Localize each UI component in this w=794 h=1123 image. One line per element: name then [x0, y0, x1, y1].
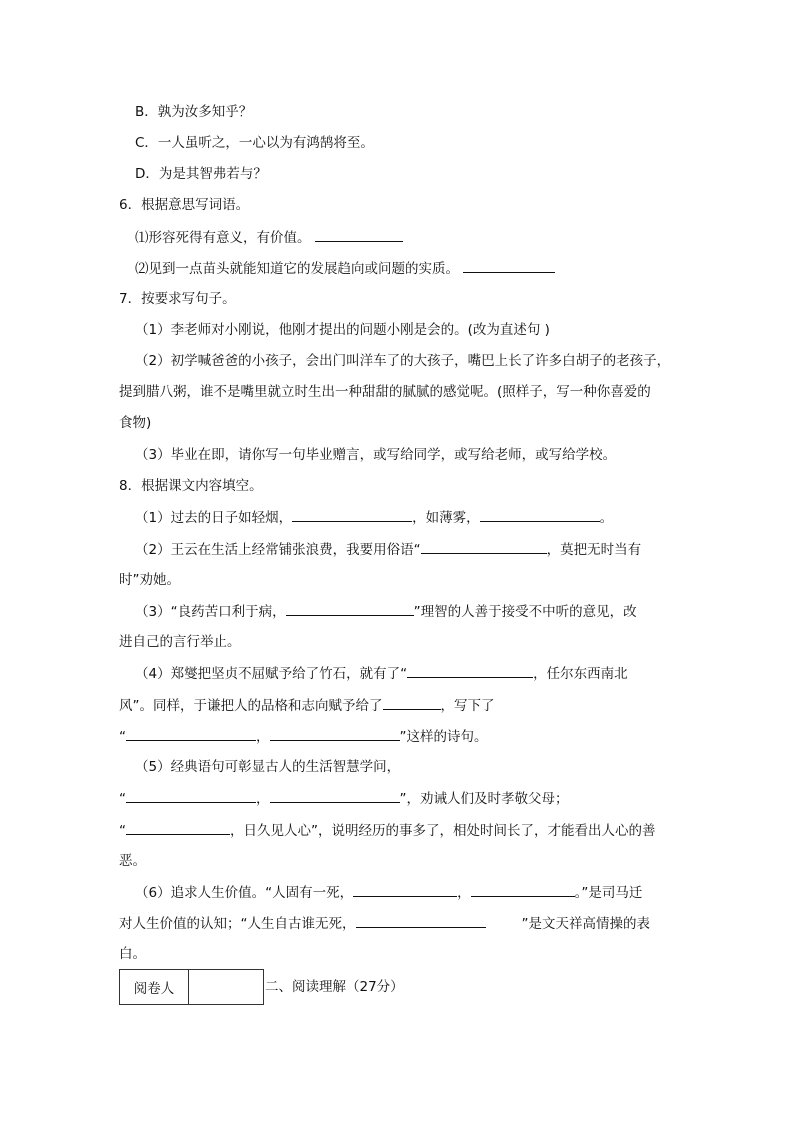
answer-blank[interactable] — [126, 788, 256, 803]
answer-blank[interactable] — [421, 539, 547, 554]
answer-blank[interactable] — [126, 820, 230, 835]
answer-blank[interactable] — [383, 695, 441, 710]
question-8-item-2: （2）王云在生活上经常铺张浪费，我要用俗语“ ，莫把无时当有 — [135, 539, 641, 560]
question-7-stem: 7．按要求写句子。 — [119, 291, 236, 307]
answer-blank[interactable] — [463, 258, 555, 273]
section-heading: 二、阅读理解（27分） — [265, 979, 404, 995]
question-8-stem: 8．根据课文内容填空。 — [119, 478, 263, 494]
question-8-item-3-cont: 进自己的言行举止。 — [119, 634, 241, 650]
question-8-item-6: （6）追求人生价值。“人固有一死， ， 。”是司马迁 — [135, 882, 642, 903]
question-8-item-3: （3）“良药苦口利于病， ”理智的人善于接受不中听的意见，改 — [135, 601, 637, 622]
grader-label: 阅卷人 — [120, 970, 189, 1004]
grader-score-field[interactable] — [189, 970, 263, 1004]
answer-blank[interactable] — [270, 726, 400, 741]
option-b: B．孰为汝多知乎？ — [135, 104, 253, 120]
question-6-item-1: ⑴形容死得有意义，有价值。 — [135, 227, 403, 248]
answer-blank[interactable] — [126, 726, 256, 741]
question-8-item-6-cont: 对人生价值的认知；“人生自古谁无死， ”是文天祥高情操的表 — [119, 913, 650, 934]
grader-box — [119, 969, 264, 1005]
question-8-item-5-cont: 恶。 — [119, 853, 146, 869]
question-8-item-5: （5）经典语句可彰显古人的生活智慧学问， — [135, 759, 401, 775]
question-8-item-4-cont: 风”。同样，于谦把人的品格和志向赋予给了 ，写下了 — [119, 695, 495, 716]
answer-blank[interactable] — [471, 882, 575, 897]
question-7-item-1: （1）李老师对小刚说，他刚才提出的问题小刚是会的。(改为直述句 ) — [135, 322, 550, 338]
answer-blank[interactable] — [353, 882, 457, 897]
question-8-item-5-cont: “ ， ”，劝诫人们及时孝敬父母； — [119, 788, 569, 809]
question-7-item-2-cont: 食物) — [119, 415, 152, 431]
answer-blank[interactable] — [480, 507, 600, 522]
question-6-item-2: ⑵见到一点苗头就能知道它的发展趋向或问题的实质。 — [135, 258, 555, 279]
option-c: C．一人虽听之，一心以为有鸿鹄将至。 — [135, 135, 374, 151]
answer-blank[interactable] — [407, 663, 533, 678]
question-8-item-4: （4）郑燮把坚贞不屈赋予给了竹石，就有了“ ，任尔东西南北 — [135, 663, 628, 684]
question-7-item-2: （2）初学喊爸爸的小孩子，会出门叫洋车了的大孩子，嘴巴上长了许多白胡子的老孩子， — [135, 353, 671, 369]
question-8-item-6-cont: 白。 — [119, 946, 146, 962]
question-7-item-3: （3）毕业在即，请你写一句毕业赠言，或写给同学，或写给老师，或写给学校。 — [135, 447, 617, 463]
question-8-item-4-cont: “ ， ”这样的诗句。 — [119, 726, 488, 747]
answer-blank[interactable] — [315, 227, 403, 242]
question-8-item-5-cont: “ ，日久见人心”，说明经历的事多了，相处时间长了，才能看出人心的善 — [119, 820, 656, 841]
option-d: D．为是其智弗若与？ — [135, 166, 267, 182]
question-6-stem: 6．根据意思写词语。 — [119, 197, 250, 213]
question-8-item-2-cont: 时”劝她。 — [119, 572, 180, 588]
answer-blank[interactable] — [270, 788, 400, 803]
answer-blank[interactable] — [356, 913, 486, 928]
question-8-item-1: （1）过去的日子如轻烟， ，如薄雾， 。 — [135, 507, 613, 528]
answer-blank[interactable] — [292, 507, 412, 522]
answer-blank[interactable] — [286, 601, 414, 616]
question-7-item-2-cont: 提到腊八粥，谁不是嘴里就立时生出一种甜甜的腻腻的感觉呢。(照样子，写一种你喜爱的 — [119, 384, 651, 400]
